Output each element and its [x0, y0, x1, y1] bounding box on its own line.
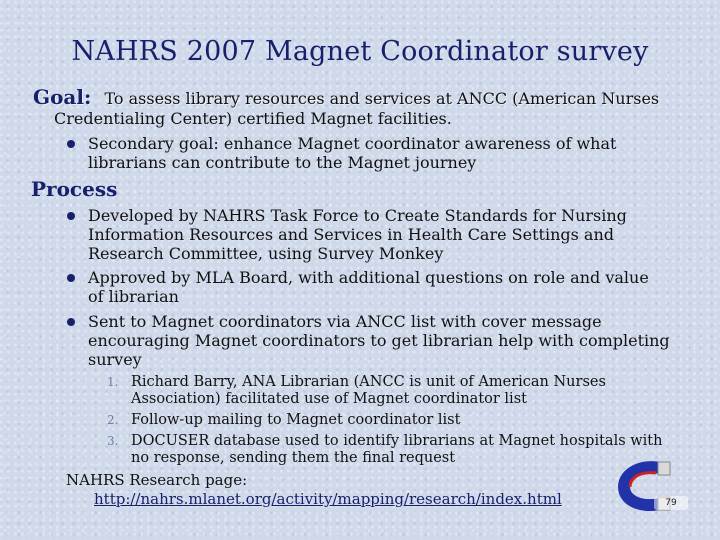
item-number: 1.	[107, 375, 119, 389]
bullet-line: Research Committee, using Survey Monkey	[88, 244, 444, 263]
bullet-line: of librarian	[88, 287, 179, 306]
bullet-line: survey	[88, 350, 142, 369]
bullet-line: encouraging Magnet coordinators to get librarian help with completing	[88, 331, 670, 350]
process-bullet-1	[88, 206, 698, 263]
numbered-item-3	[107, 433, 691, 466]
numbered-item-1	[107, 374, 691, 407]
process-bullet-3	[88, 312, 698, 369]
research-page-link[interactable]: http://nahrs.mlanet.org/activity/mapping/research/index.html	[94, 490, 562, 508]
bullet-dot	[67, 140, 75, 148]
goal-line	[33, 85, 708, 109]
item-line: no response, sending them the final request	[131, 449, 456, 466]
bullet-line: Information Resources and Services in Health Care Settings and	[88, 225, 615, 244]
numbered-item-2	[107, 412, 691, 429]
item-number: 2.	[107, 413, 119, 427]
bullet-line: Approved by MLA Board, with additional questions on role and value	[88, 268, 649, 287]
item-line: Association) facilitated use of Magnet coordinator list	[131, 390, 527, 407]
footer-label: NAHRS Research page:	[66, 471, 248, 489]
item-line: Richard Barry, ANA Librarian (ANCC is unit of American Nurses	[131, 374, 606, 390]
bullet-dot	[67, 212, 75, 220]
process-bullet-2	[88, 268, 698, 306]
goal-text: To assess library resources and services at ANCC (American Nurses	[104, 89, 660, 108]
goal-sub-bullet	[88, 134, 698, 172]
goal-text-continued: Credentialing Center) certified Magnet facilities.	[54, 109, 452, 128]
bullet-dot	[67, 274, 75, 282]
goal-heading: Goal:	[33, 85, 92, 109]
process-heading: Process	[31, 177, 118, 201]
bullet-line: Sent to Magnet coordinators via ANCC list with cover message	[88, 312, 602, 331]
item-number: 3.	[107, 434, 119, 448]
item-line: Follow-up mailing to Magnet coordinator list	[131, 412, 461, 428]
bullet-line: Developed by NAHRS Task Force to Create Standards for Nursing	[88, 206, 627, 225]
goal-sub-bullet-line1: Secondary goal: enhance Magnet coordinator awareness of what	[88, 134, 617, 153]
item-line: DOCUSER database used to identify librarians at Magnet hospitals with	[131, 433, 663, 449]
bullet-dot	[67, 318, 75, 326]
slide-number: 79	[654, 496, 688, 510]
slide-title: NAHRS 2007 Magnet Coordinator survey	[71, 36, 649, 67]
goal-sub-bullet-line2: librarians can contribute to the Magnet journey	[88, 153, 477, 172]
